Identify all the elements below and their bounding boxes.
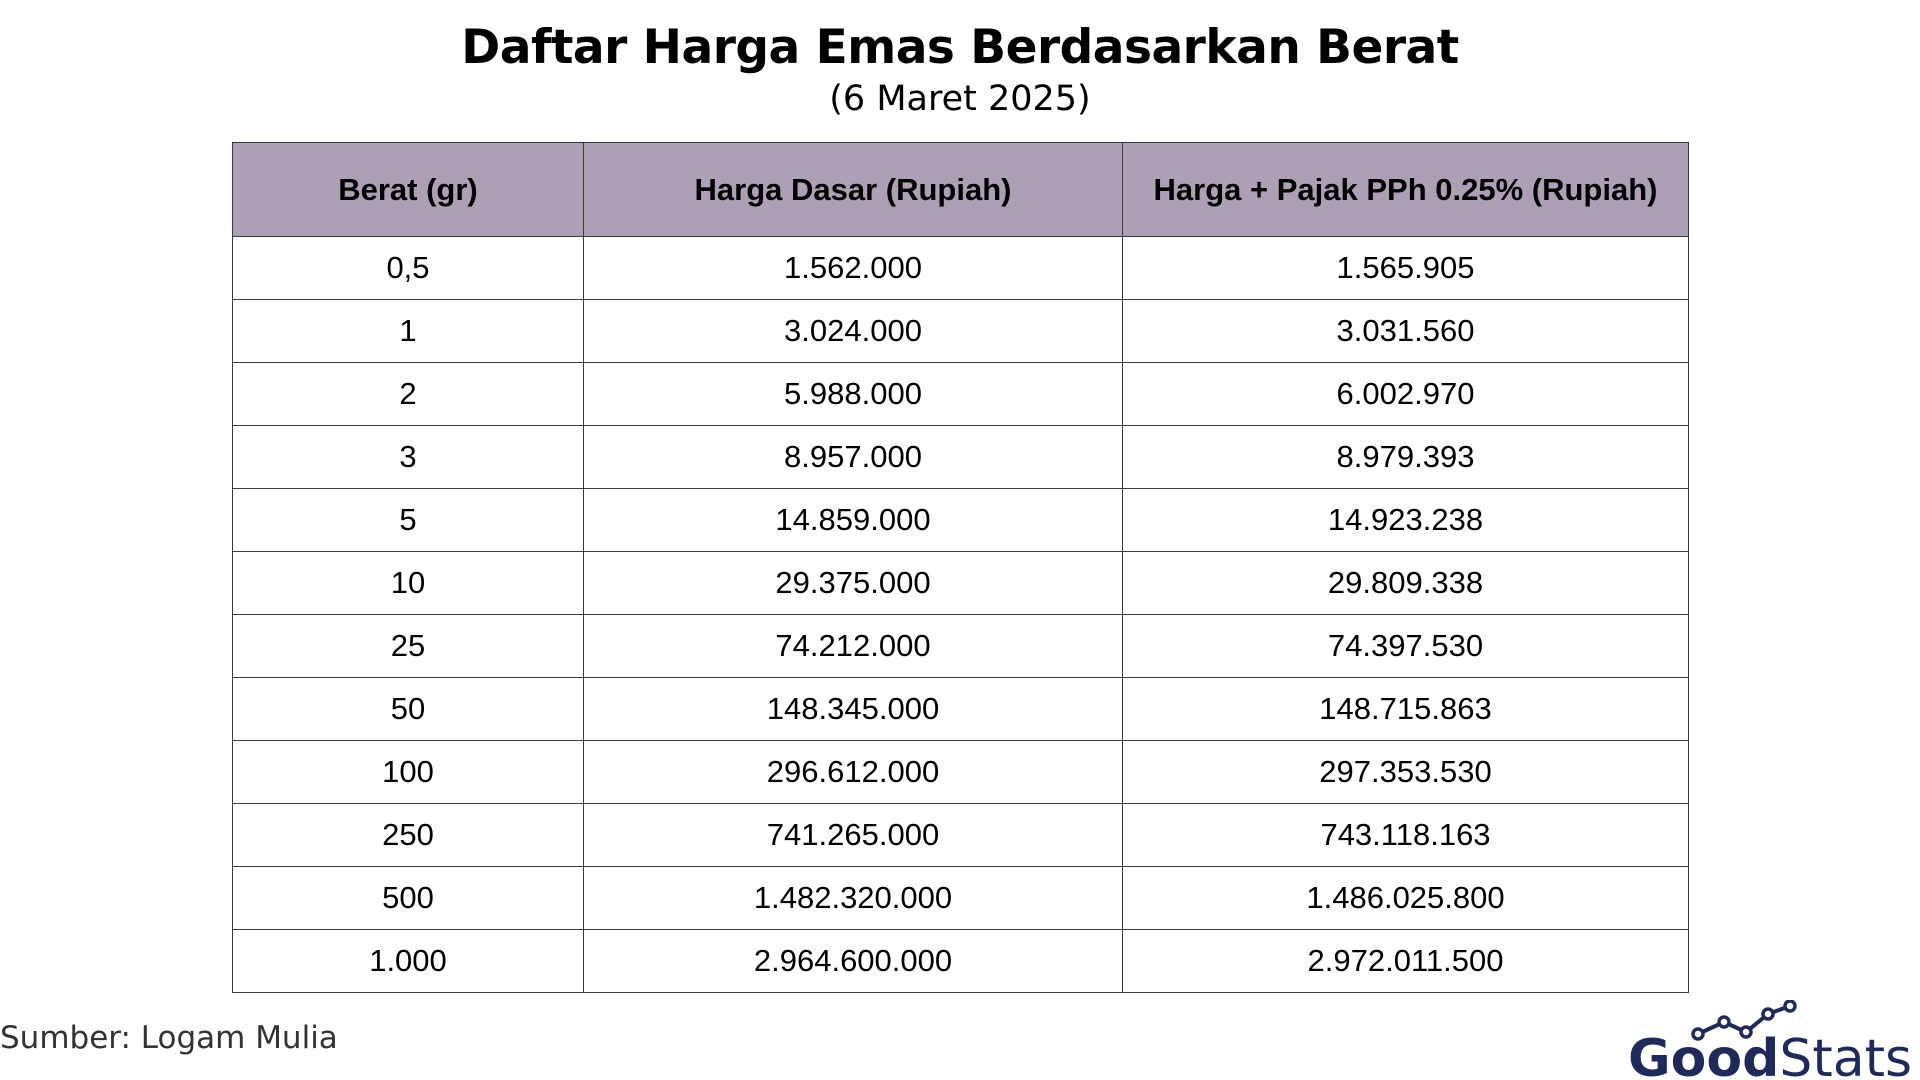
cell-price-with-tax: 3.031.560 (1123, 300, 1689, 363)
chart-subtitle: (6 Maret 2025) (829, 79, 1091, 119)
price-table (232, 142, 1689, 993)
cell-weight: 50 (233, 678, 584, 741)
cell-weight: 500 (233, 867, 584, 930)
table-row (233, 363, 1689, 426)
cell-base-price: 741.265.000 (584, 804, 1123, 867)
cell-weight: 1 (233, 300, 584, 363)
table-row (233, 804, 1689, 867)
cell-weight: 3 (233, 426, 584, 489)
cell-weight: 0,5 (233, 237, 584, 300)
cell-base-price: 1.562.000 (584, 237, 1123, 300)
table-row (233, 930, 1689, 993)
table-row (233, 615, 1689, 678)
column-header-base-price: Harga Dasar (Rupiah) (584, 143, 1123, 237)
cell-weight: 10 (233, 552, 584, 615)
cell-weight: 1.000 (233, 930, 584, 993)
table-row (233, 489, 1689, 552)
cell-price-with-tax: 6.002.970 (1123, 363, 1689, 426)
cell-weight: 2 (233, 363, 584, 426)
cell-price-with-tax: 743.118.163 (1123, 804, 1689, 867)
source-note: Sumber: Logam Mulia (0, 1020, 338, 1056)
column-header-price-with-tax: Harga + Pajak PPh 0.25% (Rupiah) (1123, 143, 1689, 237)
cell-base-price: 1.482.320.000 (584, 867, 1123, 930)
cell-base-price: 74.212.000 (584, 615, 1123, 678)
cell-price-with-tax: 1.565.905 (1123, 237, 1689, 300)
cell-base-price: 5.988.000 (584, 363, 1123, 426)
table-row (233, 552, 1689, 615)
logo-text-good: Good (1628, 1029, 1780, 1080)
cell-price-with-tax: 74.397.530 (1123, 615, 1689, 678)
cell-price-with-tax: 297.353.530 (1123, 741, 1689, 804)
cell-base-price: 14.859.000 (584, 489, 1123, 552)
cell-price-with-tax: 29.809.338 (1123, 552, 1689, 615)
cell-base-price: 2.964.600.000 (584, 930, 1123, 993)
cell-price-with-tax: 1.486.025.800 (1123, 867, 1689, 930)
column-header-weight: Berat (gr) (233, 143, 584, 237)
cell-base-price: 296.612.000 (584, 741, 1123, 804)
goodstats-logo (1626, 1000, 1920, 1080)
cell-base-price: 148.345.000 (584, 678, 1123, 741)
cell-price-with-tax: 8.979.393 (1123, 426, 1689, 489)
cell-price-with-tax: 14.923.238 (1123, 489, 1689, 552)
table-row (233, 300, 1689, 363)
table-row (233, 867, 1689, 930)
cell-price-with-tax: 148.715.863 (1123, 678, 1689, 741)
table-header-row (233, 143, 1689, 237)
cell-weight: 5 (233, 489, 584, 552)
svg-text:GoodStats (1628, 1029, 1912, 1080)
cell-weight: 100 (233, 741, 584, 804)
table-row (233, 237, 1689, 300)
table-row (233, 678, 1689, 741)
cell-base-price: 29.375.000 (584, 552, 1123, 615)
cell-price-with-tax: 2.972.011.500 (1123, 930, 1689, 993)
cell-weight: 25 (233, 615, 584, 678)
chart-title: Daftar Harga Emas Berdasarkan Berat (461, 20, 1459, 75)
logo-text-stats: Stats (1779, 1029, 1913, 1080)
table-row (233, 426, 1689, 489)
cell-base-price: 8.957.000 (584, 426, 1123, 489)
cell-weight: 250 (233, 804, 584, 867)
table-row (233, 741, 1689, 804)
cell-base-price: 3.024.000 (584, 300, 1123, 363)
